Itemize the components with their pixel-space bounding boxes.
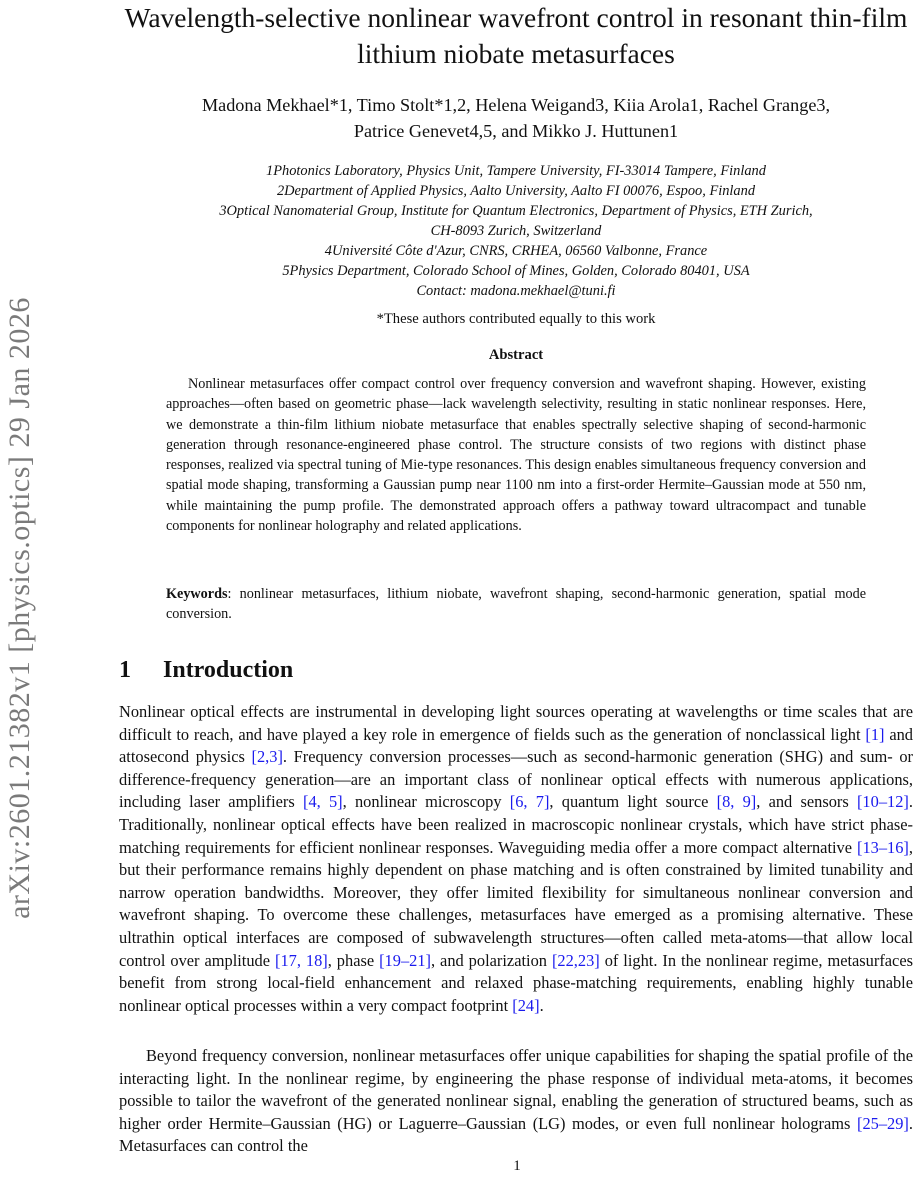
citation-link[interactable]: [1] — [865, 724, 885, 744]
citation-link[interactable]: [13–16] — [856, 837, 909, 857]
affiliation-2: 2Department of Applied Physics, Aalto University, Aalto FI 00076, Espoo, Finland — [276, 183, 756, 199]
paragraph-text: , quantum light source — [549, 792, 717, 812]
intro-paragraph-1 — [119, 701, 913, 1017]
section-heading-introduction — [119, 654, 913, 686]
abstract-text: Nonlinear metasurfaces offer compact control over frequency conversion and wavefront shaping. However, existing approaches—often based on geometric phase—lack wavelength selectivity, resulting in static nonlinear responses. Here, we demonstrate a thin-film lithium niobate metasurface that enables spectrally selective shaping of second-harmonic generation through resonance-engineered phase control. The structure consists of two regions with distinct phase responses, realized via spectral tuning of Mie-type resonances. This design enables simultaneous frequency conversion and spatial mode shaping, transforming a Gaussian pump near 1100 nm into a first-order Hermite–Gaussian mode at 550 nm, while maintaining the pump profile. The demonstrated approach offers a pathway toward ultracompact and tunable components for nonlinear holography and related applications. — [166, 376, 866, 535]
affiliation-3-cont: CH-8093 Zurich, Switzerland — [430, 223, 602, 239]
affiliation-3: 3Optical Nanomaterial Group, Institute for Quantum Electronics, Department of Physics, ETH Zurich, — [219, 203, 813, 219]
paragraph-text: , and polarization — [431, 950, 552, 970]
citation-link[interactable]: [2,3] — [251, 747, 283, 767]
citation-link[interactable]: [4, 5] — [302, 792, 343, 812]
paragraph-text: , nonlinear microscopy — [342, 792, 510, 812]
abstract-heading: Abstract — [488, 347, 544, 363]
citation-link[interactable]: [17, 18] — [274, 950, 328, 970]
paragraph-text: . Frequency conversion processes—such as second-harmonic generation (SHG) and sum- or difference-frequency generation—are an important class of nonlinear optical effects with numerous applications, including laser amplifiers — [119, 747, 913, 812]
citation-link[interactable]: [8, 9] — [716, 792, 757, 812]
paragraph-text: . Metasurfaces can control the — [119, 1113, 913, 1156]
citation-link[interactable]: [24] — [512, 995, 540, 1015]
contact-email[interactable]: Contact: madona.mekhael@tuni.fi — [416, 283, 616, 299]
keywords-label: Keywords — [166, 586, 228, 602]
paragraph-text: . Traditionally, nonlinear optical effects have been realized in macroscopic nonlinear crystals, which have strict phase-matching requirements for efficient nonlinear responses. Waveguiding media offer a more compact alternative — [119, 792, 913, 857]
paragraph-text: . — [539, 995, 544, 1015]
keywords-text: : nonlinear metasurfaces, lithium niobate, wavefront shaping, second-harmonic generation, spatial mode conversion. — [166, 586, 866, 623]
citation-link[interactable]: [10–12] — [856, 792, 909, 812]
intro-paragraph-2 — [119, 1045, 913, 1158]
paragraph-text: and attosecond physics — [119, 724, 913, 767]
paragraph-text: of light. In the nonlinear regime, metasurfaces benefit from strong local-field enhancement and relaxed phase-matching requirements, enabling highly tunable nonlinear optical processes within a very compact footprint — [119, 950, 913, 1015]
paper-title: Wavelength-selective nonlinear wavefront control in resonant thin-film lithium niobate metasurfaces — [124, 2, 908, 69]
citation-link[interactable]: [19–21] — [379, 950, 431, 970]
arxiv-identifier: arXiv:2601.21382v1 [physics.optics] 29 Jan 2026 — [3, 297, 36, 919]
affiliation-1: 1Photonics Laboratory, Physics Unit, Tampere University, FI-33014 Tampere, Finland — [266, 163, 766, 179]
keywords — [166, 584, 866, 625]
section-number: 1 — [119, 657, 131, 683]
authors-line-1: Madona Mekhael*1, Timo Stolt*1,2, Helena Weigand3, Kiia Arola1, Rachel Grange3, — [201, 95, 831, 115]
affiliation-4: 4Université Côte d'Azur, CNRS, CRHEA, 06560 Valbonne, France — [324, 243, 708, 259]
author-list — [119, 92, 913, 144]
equal-contribution-note: *These authors contributed equally to this work — [376, 311, 656, 327]
citation-link[interactable]: [22,23] — [551, 950, 600, 970]
citation-link[interactable]: [25–29] — [856, 1113, 909, 1133]
paragraph-text: Nonlinear optical effects are instrumental in developing light sources operating at wavelengths or time scales that are difficult to reach, and have played a key role in emergence of fields such as the generation of nonclassical light — [119, 702, 913, 744]
authors-line-2: Patrice Genevet4,5, and Mikko J. Huttunen1 — [353, 121, 679, 141]
paragraph-text: , phase — [327, 950, 380, 970]
section-title: Introduction — [163, 657, 294, 683]
paragraph-text: , and sensors — [756, 792, 857, 812]
affiliation-5: 5Physics Department, Colorado School of Mines, Golden, Colorado 80401, USA — [282, 263, 750, 279]
page-number: 1 — [513, 1158, 521, 1174]
paragraph-text: , but their performance remains highly dependent on phase matching and is often constrained by limited tunability and narrow operation bandwidths. Moreover, they offer limited flexibility for simultaneous nonlinear conversion and wavefront shaping. To overcome these challenges, metasurfaces have emerged as a promising alternative. These ultrathin optical interfaces are composed of subwavelength structures—often called meta-atoms—that allow local control over amplitude — [119, 837, 913, 970]
affiliations — [140, 161, 892, 301]
citation-link[interactable]: [6, 7] — [509, 792, 550, 812]
arxiv-side-stamp — [0, 168, 40, 1048]
paragraph-text: Beyond frequency conversion, nonlinear metasurfaces offer unique capabilities for shaping the spatial profile of the interacting light. In the nonlinear regime, by engineering the phase response of individual meta-atoms, it becomes possible to tailor the wavefront of the generated nonlinear signal, enabling the generation of structured beams, such as higher order Hermite–Gaussian (HG) or Laguerre–Gaussian (LG) modes, or even full nonlinear holograms — [119, 1046, 913, 1133]
